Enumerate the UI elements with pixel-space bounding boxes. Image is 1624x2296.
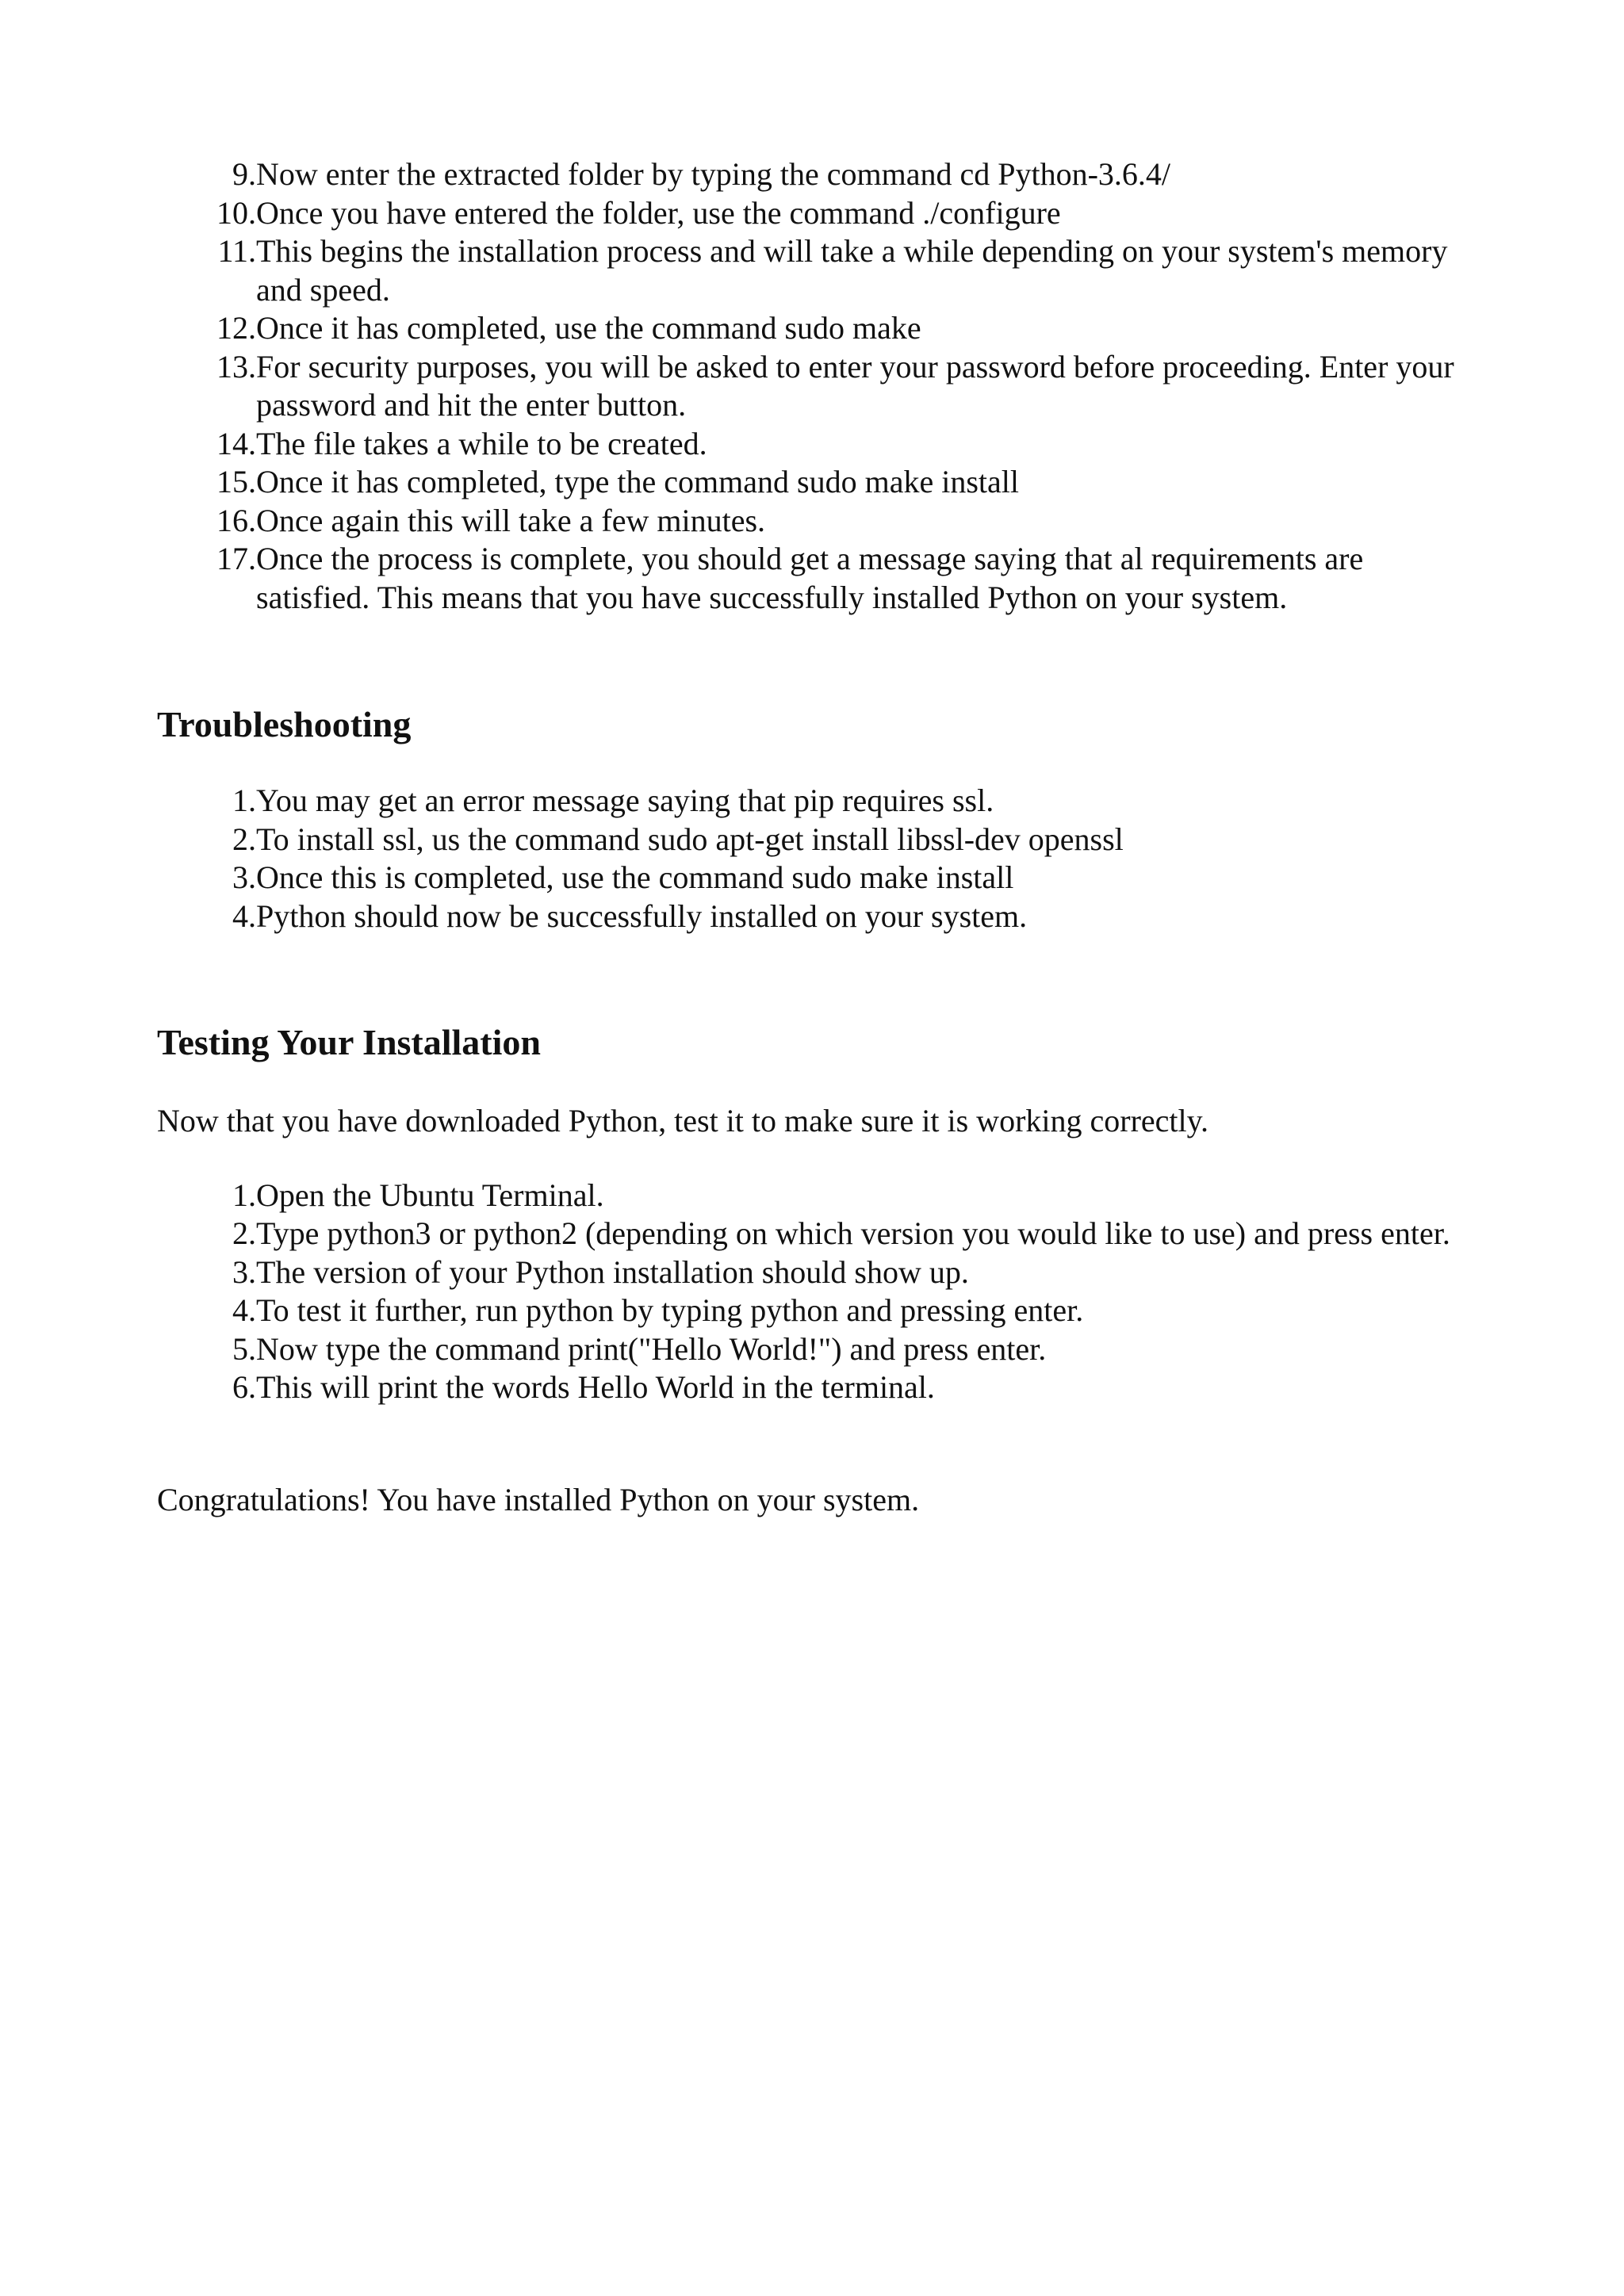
install-steps-list [157,155,1473,617]
list-item [157,1292,1473,1330]
item-text: The version of your Python installation should show up. [256,1253,969,1290]
list-item [157,425,1473,464]
item-number: 6. [232,1369,256,1405]
list-item [157,1368,1473,1407]
item-text: Type python3 or python2 (depending on which version you would like to use) and press enter. [256,1215,1450,1251]
item-text: Once this is completed, use the command sudo make install [256,859,1014,895]
item-text: This will print the words Hello World in the terminal. [256,1369,935,1405]
item-text: Now enter the extracted folder by typing the command cd Python-3.6.4/ [256,156,1171,192]
item-text: Open the Ubuntu Terminal. [256,1177,604,1213]
list-item [157,1215,1473,1253]
item-number: 10. [216,194,256,231]
item-text: To install ssl, us the command sudo apt-get install libssl-dev openssl [256,821,1124,857]
testing-intro: Now that you have downloaded Python, test it to make sure it is working correctly. [157,1103,1209,1138]
item-text: Once you have entered the folder, use the command ./configure [256,194,1061,231]
item-text: Once the process is complete, you should get a message saying that al requirements are satisfied. This means that you have successfully installed Python on your system. [256,541,1364,615]
item-number: 17. [216,541,256,576]
item-number: 16. [216,502,256,538]
list-item [157,859,1473,897]
list-item [157,232,1473,309]
list-item [157,1330,1473,1369]
list-item [157,540,1473,617]
list-item [157,194,1473,233]
item-text: This begins the installation process and will take a while depending on your system's memory and speed. [256,233,1448,308]
item-text: Once again this will take a few minutes. [256,502,766,538]
item-number: 2. [232,821,256,857]
list-item [157,348,1473,425]
item-number: 12. [216,310,256,346]
item-number: 15. [216,464,256,499]
item-number: 9. [232,156,256,192]
item-number: 3. [232,1253,256,1290]
congratulations-text: Congratulations! You have installed Python on your system. [157,1481,920,1517]
item-number: 1. [232,783,256,818]
list-item [157,821,1473,859]
item-number: 3. [232,859,256,895]
item-number: 1. [232,1177,256,1213]
testing-heading: Testing Your Installation [157,1022,541,1062]
troubleshooting-heading: Troubleshooting [157,704,412,744]
list-item [157,1177,1473,1215]
document-content [157,155,1473,1519]
item-number: 11. [217,233,256,269]
item-text: The file takes a while to be created. [256,425,707,461]
list-item [157,897,1473,936]
list-item [157,463,1473,502]
list-item [157,502,1473,541]
troubleshooting-steps-list [157,782,1473,936]
item-text: You may get an error message saying that pip requires ssl. [256,783,994,818]
testing-steps-list [157,1177,1473,1407]
item-text: Now type the command print("Hello World!") and press enter. [256,1330,1047,1367]
item-text: Python should now be successfully installed on your system. [256,897,1028,934]
item-number: 2. [232,1215,256,1251]
item-text: To test it further, run python by typing python and pressing enter. [256,1292,1084,1328]
item-text: For security purposes, you will be asked to enter your password before proceeding. Enter your password and hit the enter button. [256,348,1454,423]
list-item [157,155,1473,194]
item-number: 14. [216,425,256,461]
list-item [157,309,1473,348]
item-text: Once it has completed, type the command sudo make install [256,464,1019,499]
item-number: 13. [216,348,256,385]
item-number: 4. [232,897,256,934]
list-item [157,1253,1473,1292]
list-item [157,782,1473,821]
item-number: 4. [232,1292,256,1328]
item-number: 5. [232,1330,256,1367]
item-text: Once it has completed, use the command sudo make [256,310,921,346]
